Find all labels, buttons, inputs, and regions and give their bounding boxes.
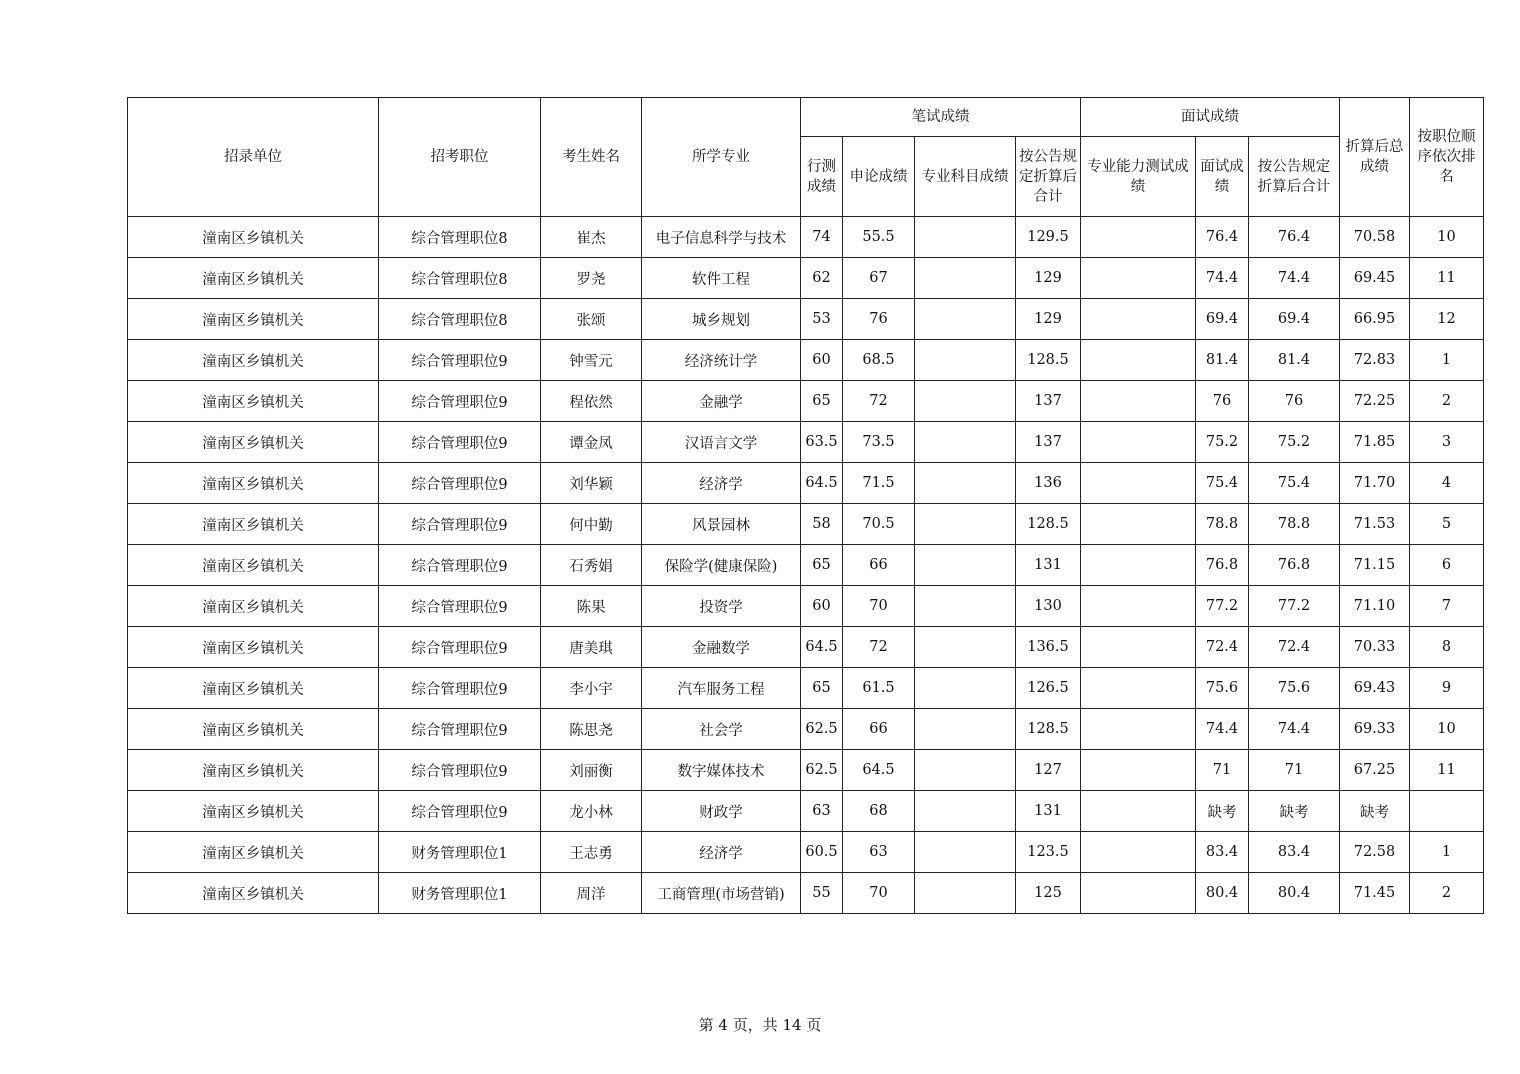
cell-xingce: 65 xyxy=(801,381,843,422)
cell-written-total: 123.5 xyxy=(1016,832,1081,873)
cell-major: 数字媒体技术 xyxy=(642,750,801,791)
cell-ability xyxy=(1081,217,1196,258)
cell-professional xyxy=(915,422,1016,463)
header-professional-subject: 专业科目成绩 xyxy=(915,137,1016,217)
header-shenlun: 申论成绩 xyxy=(843,137,915,217)
cell-unit: 潼南区乡镇机关 xyxy=(128,381,379,422)
cell-written-total: 128.5 xyxy=(1016,340,1081,381)
cell-name: 刘丽衡 xyxy=(541,750,642,791)
cell-interview: 69.4 xyxy=(1196,299,1249,340)
cell-name: 李小宇 xyxy=(541,668,642,709)
cell-name: 陈思尧 xyxy=(541,709,642,750)
cell-unit: 潼南区乡镇机关 xyxy=(128,258,379,299)
cell-professional xyxy=(915,504,1016,545)
cell-rank: 10 xyxy=(1410,217,1484,258)
table-row xyxy=(128,586,1484,627)
cell-name: 崔杰 xyxy=(541,217,642,258)
cell-xingce: 63.5 xyxy=(801,422,843,463)
table-row xyxy=(128,545,1484,586)
cell-rank: 12 xyxy=(1410,299,1484,340)
cell-rank: 10 xyxy=(1410,709,1484,750)
cell-ability xyxy=(1081,340,1196,381)
cell-shenlun: 61.5 xyxy=(843,668,915,709)
cell-position: 综合管理职位9 xyxy=(379,586,541,627)
cell-interview-total: 77.2 xyxy=(1249,586,1340,627)
cell-major: 金融数学 xyxy=(642,627,801,668)
cell-unit: 潼南区乡镇机关 xyxy=(128,832,379,873)
cell-interview-total: 72.4 xyxy=(1249,627,1340,668)
cell-shenlun: 76 xyxy=(843,299,915,340)
cell-professional xyxy=(915,750,1016,791)
cell-xingce: 62.5 xyxy=(801,750,843,791)
cell-written-total: 136.5 xyxy=(1016,627,1081,668)
header-final-total: 折算后总成绩 xyxy=(1340,98,1410,217)
cell-shenlun: 68.5 xyxy=(843,340,915,381)
cell-written-total: 137 xyxy=(1016,381,1081,422)
cell-name: 程依然 xyxy=(541,381,642,422)
cell-position: 综合管理职位8 xyxy=(379,258,541,299)
cell-major: 软件工程 xyxy=(642,258,801,299)
cell-interview-total: 76.8 xyxy=(1249,545,1340,586)
cell-professional xyxy=(915,463,1016,504)
cell-position: 综合管理职位9 xyxy=(379,545,541,586)
cell-written-total: 137 xyxy=(1016,422,1081,463)
cell-xingce: 64.5 xyxy=(801,463,843,504)
cell-interview: 78.8 xyxy=(1196,504,1249,545)
cell-ability xyxy=(1081,504,1196,545)
cell-written-total: 129.5 xyxy=(1016,217,1081,258)
cell-major: 财政学 xyxy=(642,791,801,832)
header-ability-test: 专业能力测试成绩 xyxy=(1081,137,1196,217)
cell-written-total: 130 xyxy=(1016,586,1081,627)
cell-name: 钟雪元 xyxy=(541,340,642,381)
cell-interview: 76 xyxy=(1196,381,1249,422)
header-position: 招考职位 xyxy=(379,98,541,217)
cell-unit: 潼南区乡镇机关 xyxy=(128,463,379,504)
cell-interview: 83.4 xyxy=(1196,832,1249,873)
cell-shenlun: 64.5 xyxy=(843,750,915,791)
cell-unit: 潼南区乡镇机关 xyxy=(128,422,379,463)
cell-final: 67.25 xyxy=(1340,750,1410,791)
cell-position: 综合管理职位8 xyxy=(379,299,541,340)
cell-rank: 11 xyxy=(1410,258,1484,299)
cell-professional xyxy=(915,217,1016,258)
cell-shenlun: 73.5 xyxy=(843,422,915,463)
cell-interview-total: 69.4 xyxy=(1249,299,1340,340)
cell-rank: 11 xyxy=(1410,750,1484,791)
cell-position: 综合管理职位9 xyxy=(379,791,541,832)
cell-name: 唐美琪 xyxy=(541,627,642,668)
cell-interview: 74.4 xyxy=(1196,258,1249,299)
cell-written-total: 126.5 xyxy=(1016,668,1081,709)
cell-final: 缺考 xyxy=(1340,791,1410,832)
cell-rank: 8 xyxy=(1410,627,1484,668)
cell-position: 财务管理职位1 xyxy=(379,873,541,914)
cell-unit: 潼南区乡镇机关 xyxy=(128,586,379,627)
cell-shenlun: 71.5 xyxy=(843,463,915,504)
cell-final: 71.53 xyxy=(1340,504,1410,545)
cell-rank: 2 xyxy=(1410,873,1484,914)
cell-position: 综合管理职位9 xyxy=(379,340,541,381)
cell-xingce: 58 xyxy=(801,504,843,545)
cell-interview-total: 76 xyxy=(1249,381,1340,422)
cell-shenlun: 55.5 xyxy=(843,217,915,258)
cell-interview-total: 76.4 xyxy=(1249,217,1340,258)
header-interview-score: 面试成绩 xyxy=(1196,137,1249,217)
cell-major: 社会学 xyxy=(642,709,801,750)
cell-interview-total: 74.4 xyxy=(1249,709,1340,750)
cell-unit: 潼南区乡镇机关 xyxy=(128,340,379,381)
cell-final: 66.95 xyxy=(1340,299,1410,340)
cell-xingce: 74 xyxy=(801,217,843,258)
cell-final: 71.85 xyxy=(1340,422,1410,463)
cell-ability xyxy=(1081,586,1196,627)
table-row xyxy=(128,627,1484,668)
cell-ability xyxy=(1081,627,1196,668)
cell-interview: 80.4 xyxy=(1196,873,1249,914)
cell-position: 综合管理职位9 xyxy=(379,627,541,668)
cell-xingce: 62 xyxy=(801,258,843,299)
cell-major: 城乡规划 xyxy=(642,299,801,340)
cell-rank: 2 xyxy=(1410,381,1484,422)
cell-interview-total: 78.8 xyxy=(1249,504,1340,545)
cell-final: 71.45 xyxy=(1340,873,1410,914)
cell-final: 71.15 xyxy=(1340,545,1410,586)
cell-major: 投资学 xyxy=(642,586,801,627)
header-written-total: 按公告规定折算后合计 xyxy=(1016,137,1081,217)
cell-ability xyxy=(1081,258,1196,299)
cell-rank: 7 xyxy=(1410,586,1484,627)
cell-final: 69.43 xyxy=(1340,668,1410,709)
cell-xingce: 60 xyxy=(801,340,843,381)
cell-interview: 72.4 xyxy=(1196,627,1249,668)
cell-interview: 81.4 xyxy=(1196,340,1249,381)
cell-xingce: 65 xyxy=(801,668,843,709)
cell-name: 罗尧 xyxy=(541,258,642,299)
cell-unit: 潼南区乡镇机关 xyxy=(128,627,379,668)
cell-shenlun: 70 xyxy=(843,873,915,914)
cell-written-total: 131 xyxy=(1016,545,1081,586)
table-row xyxy=(128,422,1484,463)
cell-position: 综合管理职位9 xyxy=(379,504,541,545)
cell-major: 保险学(健康保险) xyxy=(642,545,801,586)
cell-unit: 潼南区乡镇机关 xyxy=(128,750,379,791)
cell-interview-total: 83.4 xyxy=(1249,832,1340,873)
cell-xingce: 65 xyxy=(801,545,843,586)
cell-rank xyxy=(1410,791,1484,832)
cell-major: 工商管理(市场营销) xyxy=(642,873,801,914)
cell-written-total: 128.5 xyxy=(1016,709,1081,750)
scores-table xyxy=(127,97,1484,914)
table-row xyxy=(128,668,1484,709)
cell-name: 张颂 xyxy=(541,299,642,340)
cell-position: 综合管理职位9 xyxy=(379,381,541,422)
table-row xyxy=(128,299,1484,340)
cell-professional xyxy=(915,668,1016,709)
cell-rank: 4 xyxy=(1410,463,1484,504)
cell-unit: 潼南区乡镇机关 xyxy=(128,668,379,709)
header-rank: 按职位顺序依次排名 xyxy=(1410,98,1484,217)
cell-interview: 76.8 xyxy=(1196,545,1249,586)
cell-position: 综合管理职位8 xyxy=(379,217,541,258)
cell-name: 周洋 xyxy=(541,873,642,914)
cell-ability xyxy=(1081,381,1196,422)
cell-shenlun: 68 xyxy=(843,791,915,832)
cell-xingce: 55 xyxy=(801,873,843,914)
cell-name: 王志勇 xyxy=(541,832,642,873)
cell-ability xyxy=(1081,750,1196,791)
table-row xyxy=(128,258,1484,299)
cell-xingce: 63 xyxy=(801,791,843,832)
cell-xingce: 53 xyxy=(801,299,843,340)
cell-major: 经济学 xyxy=(642,463,801,504)
cell-ability xyxy=(1081,668,1196,709)
cell-rank: 5 xyxy=(1410,504,1484,545)
cell-interview-total: 75.2 xyxy=(1249,422,1340,463)
cell-written-total: 131 xyxy=(1016,791,1081,832)
cell-xingce: 60 xyxy=(801,586,843,627)
cell-name: 陈果 xyxy=(541,586,642,627)
cell-unit: 潼南区乡镇机关 xyxy=(128,504,379,545)
cell-name: 龙小林 xyxy=(541,791,642,832)
cell-position: 综合管理职位9 xyxy=(379,750,541,791)
cell-interview: 77.2 xyxy=(1196,586,1249,627)
cell-interview: 71 xyxy=(1196,750,1249,791)
header-xingce: 行测成绩 xyxy=(801,137,843,217)
cell-unit: 潼南区乡镇机关 xyxy=(128,791,379,832)
cell-name: 刘华颖 xyxy=(541,463,642,504)
cell-professional xyxy=(915,545,1016,586)
cell-professional xyxy=(915,832,1016,873)
cell-written-total: 129 xyxy=(1016,299,1081,340)
header-unit: 招录单位 xyxy=(128,98,379,217)
table-row xyxy=(128,873,1484,914)
cell-professional xyxy=(915,299,1016,340)
cell-ability xyxy=(1081,791,1196,832)
cell-final: 72.58 xyxy=(1340,832,1410,873)
cell-written-total: 128.5 xyxy=(1016,504,1081,545)
cell-position: 综合管理职位9 xyxy=(379,463,541,504)
cell-ability xyxy=(1081,299,1196,340)
cell-shenlun: 72 xyxy=(843,381,915,422)
cell-shenlun: 67 xyxy=(843,258,915,299)
cell-written-total: 125 xyxy=(1016,873,1081,914)
cell-interview: 缺考 xyxy=(1196,791,1249,832)
cell-ability xyxy=(1081,873,1196,914)
cell-professional xyxy=(915,258,1016,299)
cell-unit: 潼南区乡镇机关 xyxy=(128,873,379,914)
cell-ability xyxy=(1081,422,1196,463)
cell-ability xyxy=(1081,545,1196,586)
table-row xyxy=(128,340,1484,381)
cell-rank: 3 xyxy=(1410,422,1484,463)
cell-position: 综合管理职位9 xyxy=(379,422,541,463)
header-name: 考生姓名 xyxy=(541,98,642,217)
table-row xyxy=(128,463,1484,504)
cell-interview: 75.2 xyxy=(1196,422,1249,463)
table-row xyxy=(128,750,1484,791)
cell-unit: 潼南区乡镇机关 xyxy=(128,299,379,340)
cell-professional xyxy=(915,791,1016,832)
cell-rank: 1 xyxy=(1410,832,1484,873)
cell-interview: 76.4 xyxy=(1196,217,1249,258)
cell-position: 综合管理职位9 xyxy=(379,709,541,750)
cell-professional xyxy=(915,381,1016,422)
cell-final: 72.25 xyxy=(1340,381,1410,422)
cell-shenlun: 66 xyxy=(843,709,915,750)
table-row xyxy=(128,504,1484,545)
page-footer: 第 4 页，共 14 页 xyxy=(698,1016,822,1034)
table-row xyxy=(128,381,1484,422)
cell-unit: 潼南区乡镇机关 xyxy=(128,709,379,750)
cell-final: 71.10 xyxy=(1340,586,1410,627)
header-interview-total: 按公告规定折算后合计 xyxy=(1249,137,1340,217)
cell-interview-total: 75.4 xyxy=(1249,463,1340,504)
cell-professional xyxy=(915,340,1016,381)
cell-ability xyxy=(1081,463,1196,504)
cell-interview-total: 缺考 xyxy=(1249,791,1340,832)
cell-written-total: 129 xyxy=(1016,258,1081,299)
cell-final: 69.45 xyxy=(1340,258,1410,299)
cell-shenlun: 63 xyxy=(843,832,915,873)
table-body xyxy=(128,217,1484,914)
cell-final: 70.33 xyxy=(1340,627,1410,668)
cell-rank: 9 xyxy=(1410,668,1484,709)
cell-professional xyxy=(915,586,1016,627)
cell-interview-total: 75.6 xyxy=(1249,668,1340,709)
header-major: 所学专业 xyxy=(642,98,801,217)
cell-interview: 75.6 xyxy=(1196,668,1249,709)
cell-shenlun: 70.5 xyxy=(843,504,915,545)
cell-name: 谭金凤 xyxy=(541,422,642,463)
header-written-group: 笔试成绩 xyxy=(801,98,1081,137)
cell-shenlun: 72 xyxy=(843,627,915,668)
table-row xyxy=(128,709,1484,750)
cell-final: 71.70 xyxy=(1340,463,1410,504)
cell-ability xyxy=(1081,832,1196,873)
cell-rank: 1 xyxy=(1410,340,1484,381)
cell-interview-total: 81.4 xyxy=(1249,340,1340,381)
table-row xyxy=(128,791,1484,832)
cell-shenlun: 70 xyxy=(843,586,915,627)
cell-major: 经济统计学 xyxy=(642,340,801,381)
cell-final: 70.58 xyxy=(1340,217,1410,258)
cell-xingce: 64.5 xyxy=(801,627,843,668)
cell-xingce: 60.5 xyxy=(801,832,843,873)
cell-major: 金融学 xyxy=(642,381,801,422)
cell-major: 汉语言文学 xyxy=(642,422,801,463)
cell-interview-total: 74.4 xyxy=(1249,258,1340,299)
cell-xingce: 62.5 xyxy=(801,709,843,750)
cell-professional xyxy=(915,709,1016,750)
table-row xyxy=(128,832,1484,873)
cell-interview-total: 80.4 xyxy=(1249,873,1340,914)
cell-ability xyxy=(1081,709,1196,750)
cell-unit: 潼南区乡镇机关 xyxy=(128,545,379,586)
cell-shenlun: 66 xyxy=(843,545,915,586)
cell-final: 69.33 xyxy=(1340,709,1410,750)
cell-name: 石秀娟 xyxy=(541,545,642,586)
cell-written-total: 136 xyxy=(1016,463,1081,504)
cell-major: 电子信息科学与技术 xyxy=(642,217,801,258)
cell-professional xyxy=(915,627,1016,668)
cell-unit: 潼南区乡镇机关 xyxy=(128,217,379,258)
cell-position: 综合管理职位9 xyxy=(379,668,541,709)
cell-major: 汽车服务工程 xyxy=(642,668,801,709)
cell-interview-total: 71 xyxy=(1249,750,1340,791)
cell-interview: 74.4 xyxy=(1196,709,1249,750)
cell-professional xyxy=(915,873,1016,914)
cell-final: 72.83 xyxy=(1340,340,1410,381)
cell-rank: 6 xyxy=(1410,545,1484,586)
cell-written-total: 127 xyxy=(1016,750,1081,791)
cell-major: 经济学 xyxy=(642,832,801,873)
cell-interview: 75.4 xyxy=(1196,463,1249,504)
cell-name: 何中勤 xyxy=(541,504,642,545)
header-interview-group: 面试成绩 xyxy=(1081,98,1340,137)
cell-major: 风景园林 xyxy=(642,504,801,545)
cell-position: 财务管理职位1 xyxy=(379,832,541,873)
table-row xyxy=(128,217,1484,258)
